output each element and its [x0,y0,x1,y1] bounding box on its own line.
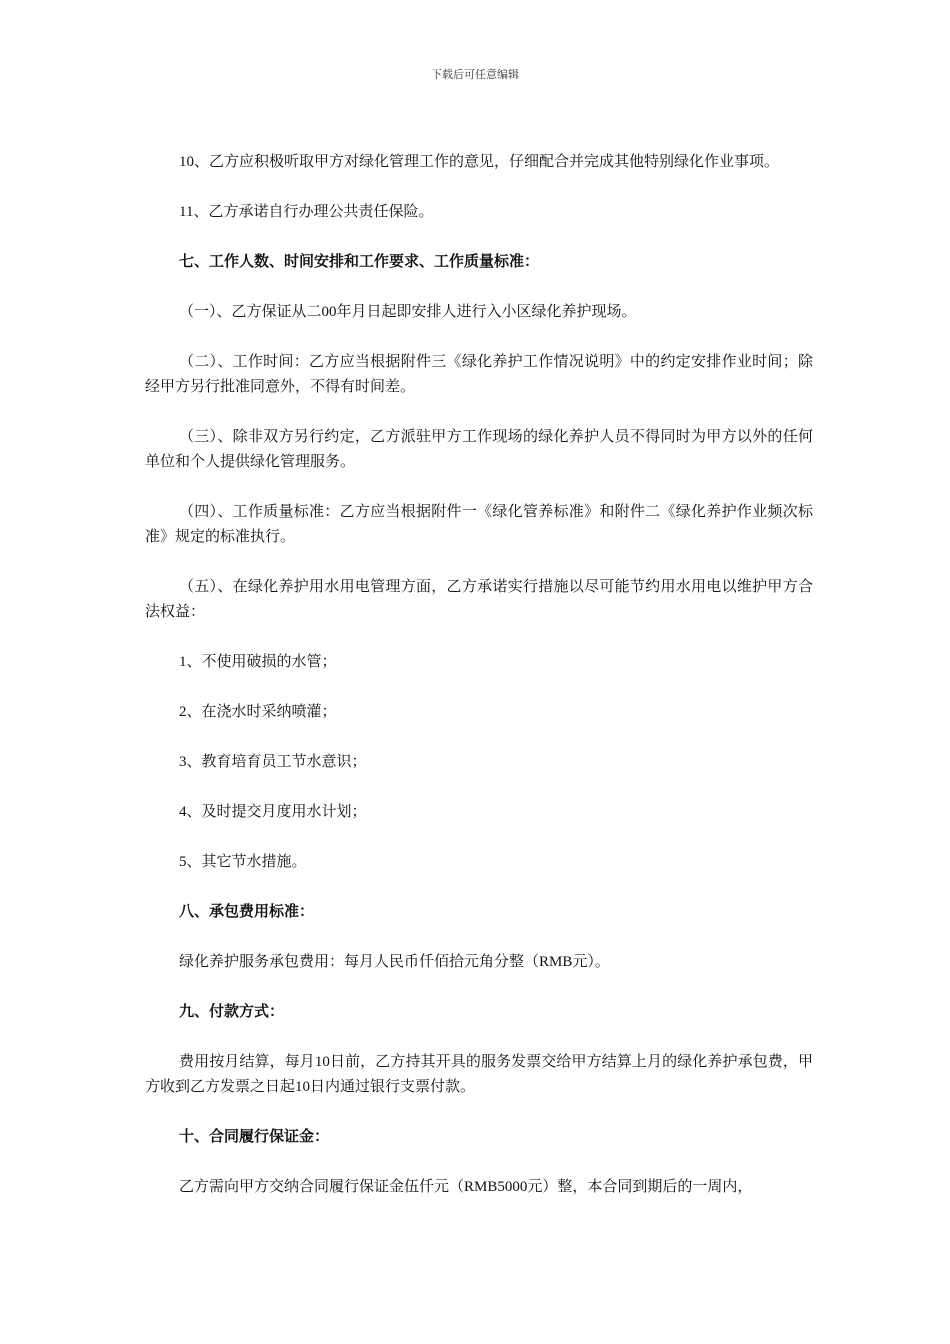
list-item-1: 1、不使用破损的水管； [179,654,337,670]
list-item-5: 5、其它节水措施。 [179,854,307,870]
paragraph-item-10: 10、乙方应积极听取甲方对绿化管理工作的意见，仔细配合并完成其他特别绿化作业事项。 [179,154,780,170]
paragraph-7-5: （五）、在绿化养护用水用电管理方面，乙方承诺实行措施以尽可能节约用水用电以维护甲方合法权益： [145,579,813,620]
section-heading-9: 九、付款方式： [179,1004,285,1020]
paragraph-8-fee: 绿化养护服务承包费用：每月人民币仟佰拾元角分整（RMB元）。 [179,954,610,970]
paragraph-7-2: （二）、工作时间：乙方应当根据附件三《绿化养护工作情况说明》中的约定安排作业时间；除经甲方另行批准同意外，不得有时间差。 [145,354,813,395]
list-item-2: 2、在浇水时采纳喷灌； [179,704,337,720]
page-header: 下载后可任意编辑 [431,69,519,81]
list-item-4: 4、及时提交月度用水计划； [179,804,367,820]
paragraph-7-1: （一）、乙方保证从二00年月日起即安排人进行入小区绿化养护现场。 [179,304,637,320]
section-heading-8: 八、承包费用标准： [179,904,315,920]
section-heading-7: 七、工作人数、时间安排和工作要求、工作质量标准： [179,254,540,270]
paragraph-item-11: 11、乙方承诺自行办理公共责任保险。 [179,204,434,220]
paragraph-9-payment: 费用按月结算，每月10日前，乙方持其开具的服务发票交给甲方结算上月的绿化养护承包费，甲方收到乙方发票之日起10日内通过银行支票付款。 [145,1054,813,1095]
section-heading-10: 十、合同履行保证金： [179,1129,330,1145]
paragraph-7-4: （四）、工作质量标准：乙方应当根据附件一《绿化管养标准》和附件二《绿化养护作业频次标准》规定的标准执行。 [145,504,813,545]
document-body [145,150,813,1225]
list-item-3: 3、教育培育员工节水意识； [179,754,367,770]
paragraph-7-3: （三）、除非双方另行约定，乙方派驻甲方工作现场的绿化养护人员不得同时为甲方以外的任何单位和个人提供绿化管理服务。 [145,429,813,470]
paragraph-10-deposit: 乙方需向甲方交纳合同履行保证金伍仟元（RMB5000元）整，本合同到期后的一周内， [179,1179,753,1195]
